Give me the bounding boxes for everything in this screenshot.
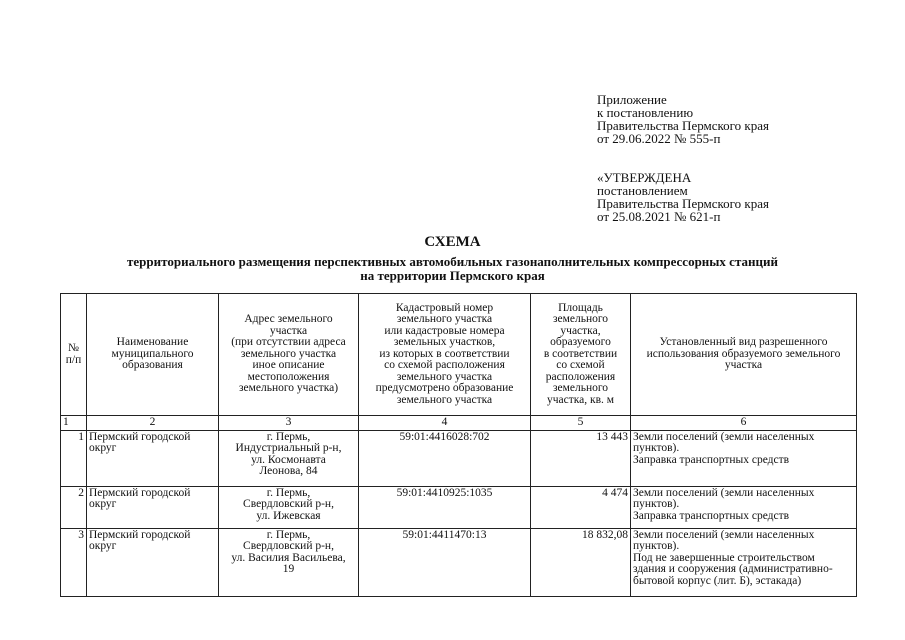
- header-cadastral: [359, 294, 531, 416]
- cell-text-line: в соответствии: [543, 347, 618, 360]
- header-municipality: [87, 294, 219, 416]
- column-number-row: [61, 416, 857, 431]
- approved-line-4: от 25.08.2021 № 621-п: [597, 209, 721, 224]
- row-number: 3: [61, 528, 87, 596]
- cell-text-line: местоположения: [247, 370, 330, 383]
- cell-text-line: пунктов).: [633, 540, 680, 552]
- appendix-line-2: к постановлению: [597, 105, 694, 120]
- cell-text-line: Земли поселений (земли населенных: [633, 528, 815, 541]
- cell-text-line: №: [68, 342, 79, 354]
- cell-text-line: земельного: [552, 382, 609, 395]
- cell-text-line: Индустриальный р-н,: [235, 442, 342, 454]
- cell-text-line: Свердловский р-н,: [243, 540, 334, 552]
- approved-line-3: Правительства Пермского края: [597, 196, 769, 211]
- cell-text-line: пунктов).: [633, 442, 680, 454]
- row-area: 4 474: [531, 486, 631, 528]
- row-address: [219, 430, 359, 486]
- cell-text-line: муниципального: [111, 347, 194, 360]
- cell-text-line: (при отсутствии адреса: [231, 336, 346, 349]
- document-title: СХЕМА: [424, 234, 481, 250]
- header-usage: [631, 294, 857, 416]
- cell-text-line: Под не завершенные строительством: [633, 551, 815, 564]
- appendix-line-1: Приложение: [597, 92, 667, 107]
- cell-text-line: ул. Космонавта: [251, 453, 326, 466]
- cell-text-line: округ: [89, 540, 117, 552]
- cell-text-line: образуемого: [550, 336, 611, 349]
- cell-text-line: участка,: [560, 324, 601, 337]
- cell-text-line: Установленный вид разрешенного: [659, 336, 828, 349]
- column-number: 5: [531, 416, 631, 431]
- cell-text-line: земельного участка: [396, 393, 493, 406]
- cell-text-line: Пермский городской: [89, 528, 191, 541]
- approved-line-1: «УТВЕРЖДЕНА: [597, 170, 692, 185]
- cell-text-line: г. Пермь,: [266, 528, 311, 541]
- cell-text-line: Кадастровый номер: [395, 301, 494, 314]
- row-usage: [631, 486, 857, 528]
- cell-text-line: использования образуемого земельного: [646, 347, 841, 360]
- cell-text-line: пунктов).: [633, 498, 680, 510]
- cell-text-line: округ: [89, 442, 117, 454]
- cell-text-line: Площадь: [558, 301, 603, 314]
- cell-text-line: Адрес земельного: [244, 313, 333, 326]
- row-municipality: [87, 528, 219, 596]
- cell-text-line: земельного участка: [396, 370, 493, 383]
- row-usage: [631, 528, 857, 596]
- cell-text-line: ул. Ижевская: [256, 509, 321, 522]
- row-number: 2: [61, 486, 87, 528]
- row-address: [219, 528, 359, 596]
- cell-text-line: участка, кв. м: [546, 393, 615, 406]
- cell-text-line: п/п: [65, 353, 82, 366]
- row-usage: [631, 430, 857, 486]
- table-row: [61, 486, 857, 528]
- table-header-row: [61, 294, 857, 416]
- column-number: 3: [219, 416, 359, 431]
- cell-text-line: образования: [122, 359, 183, 372]
- column-number: 6: [631, 416, 857, 431]
- cell-text-line: предусмотрено образование: [375, 382, 514, 395]
- cell-text-line: со схемой расположения: [384, 359, 505, 372]
- cell-text-line: округ: [89, 498, 117, 510]
- cell-text-line: земельного участка: [396, 313, 493, 326]
- row-area: 13 443: [531, 430, 631, 486]
- row-number: 1: [61, 430, 87, 486]
- column-number: 4: [359, 416, 531, 431]
- cell-text-line: 19: [282, 563, 295, 575]
- table-row: [61, 430, 857, 486]
- cell-text-line: расположения: [545, 370, 616, 383]
- appendix-line-3: Правительства Пермского края: [597, 118, 769, 133]
- cell-text-line: Заправка транспортных средств: [633, 509, 790, 522]
- cell-text-line: ул. Василия Васильева,: [231, 551, 346, 564]
- cell-text-line: земельного участка: [240, 347, 337, 360]
- row-municipality: [87, 486, 219, 528]
- header-number: [61, 294, 87, 416]
- column-number: 2: [87, 416, 219, 431]
- table-row: [61, 528, 857, 596]
- document-subtitle-2: на территории Пермского края: [360, 268, 545, 283]
- cell-text-line: г. Пермь,: [266, 486, 311, 499]
- cell-text-line: Пермский городской: [89, 430, 191, 443]
- cell-text-line: Леонова, 84: [259, 465, 318, 477]
- schema-table: [60, 293, 857, 597]
- row-cadastral: 59:01:4411470:13: [359, 528, 531, 596]
- cell-text-line: земельных участков,: [393, 336, 496, 349]
- row-municipality: [87, 430, 219, 486]
- cell-text-line: иное описание: [252, 359, 325, 372]
- cell-text-line: земельного: [552, 313, 609, 326]
- row-cadastral: 59:01:4416028:702: [359, 430, 531, 486]
- cell-text-line: Заправка транспортных средств: [633, 453, 790, 466]
- cell-text-line: Пермский городской: [89, 486, 191, 499]
- cell-text-line: участка: [724, 359, 763, 372]
- cell-text-line: со схемой: [556, 359, 605, 372]
- column-number: 1: [61, 416, 87, 431]
- cell-text-line: земельного участка): [238, 382, 339, 395]
- header-area: [531, 294, 631, 416]
- cell-text-line: Земли поселений (земли населенных: [633, 486, 815, 499]
- cell-text-line: из которых в соответствии: [379, 347, 510, 360]
- cell-text-line: или кадастровые номера: [384, 324, 505, 337]
- cell-text-line: Свердловский р-н,: [243, 498, 334, 510]
- row-area: 18 832,08: [531, 528, 631, 596]
- cell-text-line: участка: [269, 324, 308, 337]
- cell-text-line: Земли поселений (земли населенных: [633, 430, 815, 443]
- document-subtitle-1: территориального размещения перспективных автомобильных газонаполнительных компрессорных станций: [127, 254, 778, 269]
- row-cadastral: 59:01:4410925:1035: [359, 486, 531, 528]
- row-address: [219, 486, 359, 528]
- cell-text-line: Наименование: [116, 336, 189, 349]
- header-address: [219, 294, 359, 416]
- cell-text-line: здания и сооружения (административно-: [633, 563, 833, 575]
- approved-line-2: постановлением: [597, 183, 688, 198]
- cell-text-line: бытовой корпус (лит. Б), эстакада): [633, 574, 802, 587]
- cell-text-line: г. Пермь,: [266, 430, 311, 443]
- appendix-line-4: от 29.06.2022 № 555-п: [597, 131, 721, 146]
